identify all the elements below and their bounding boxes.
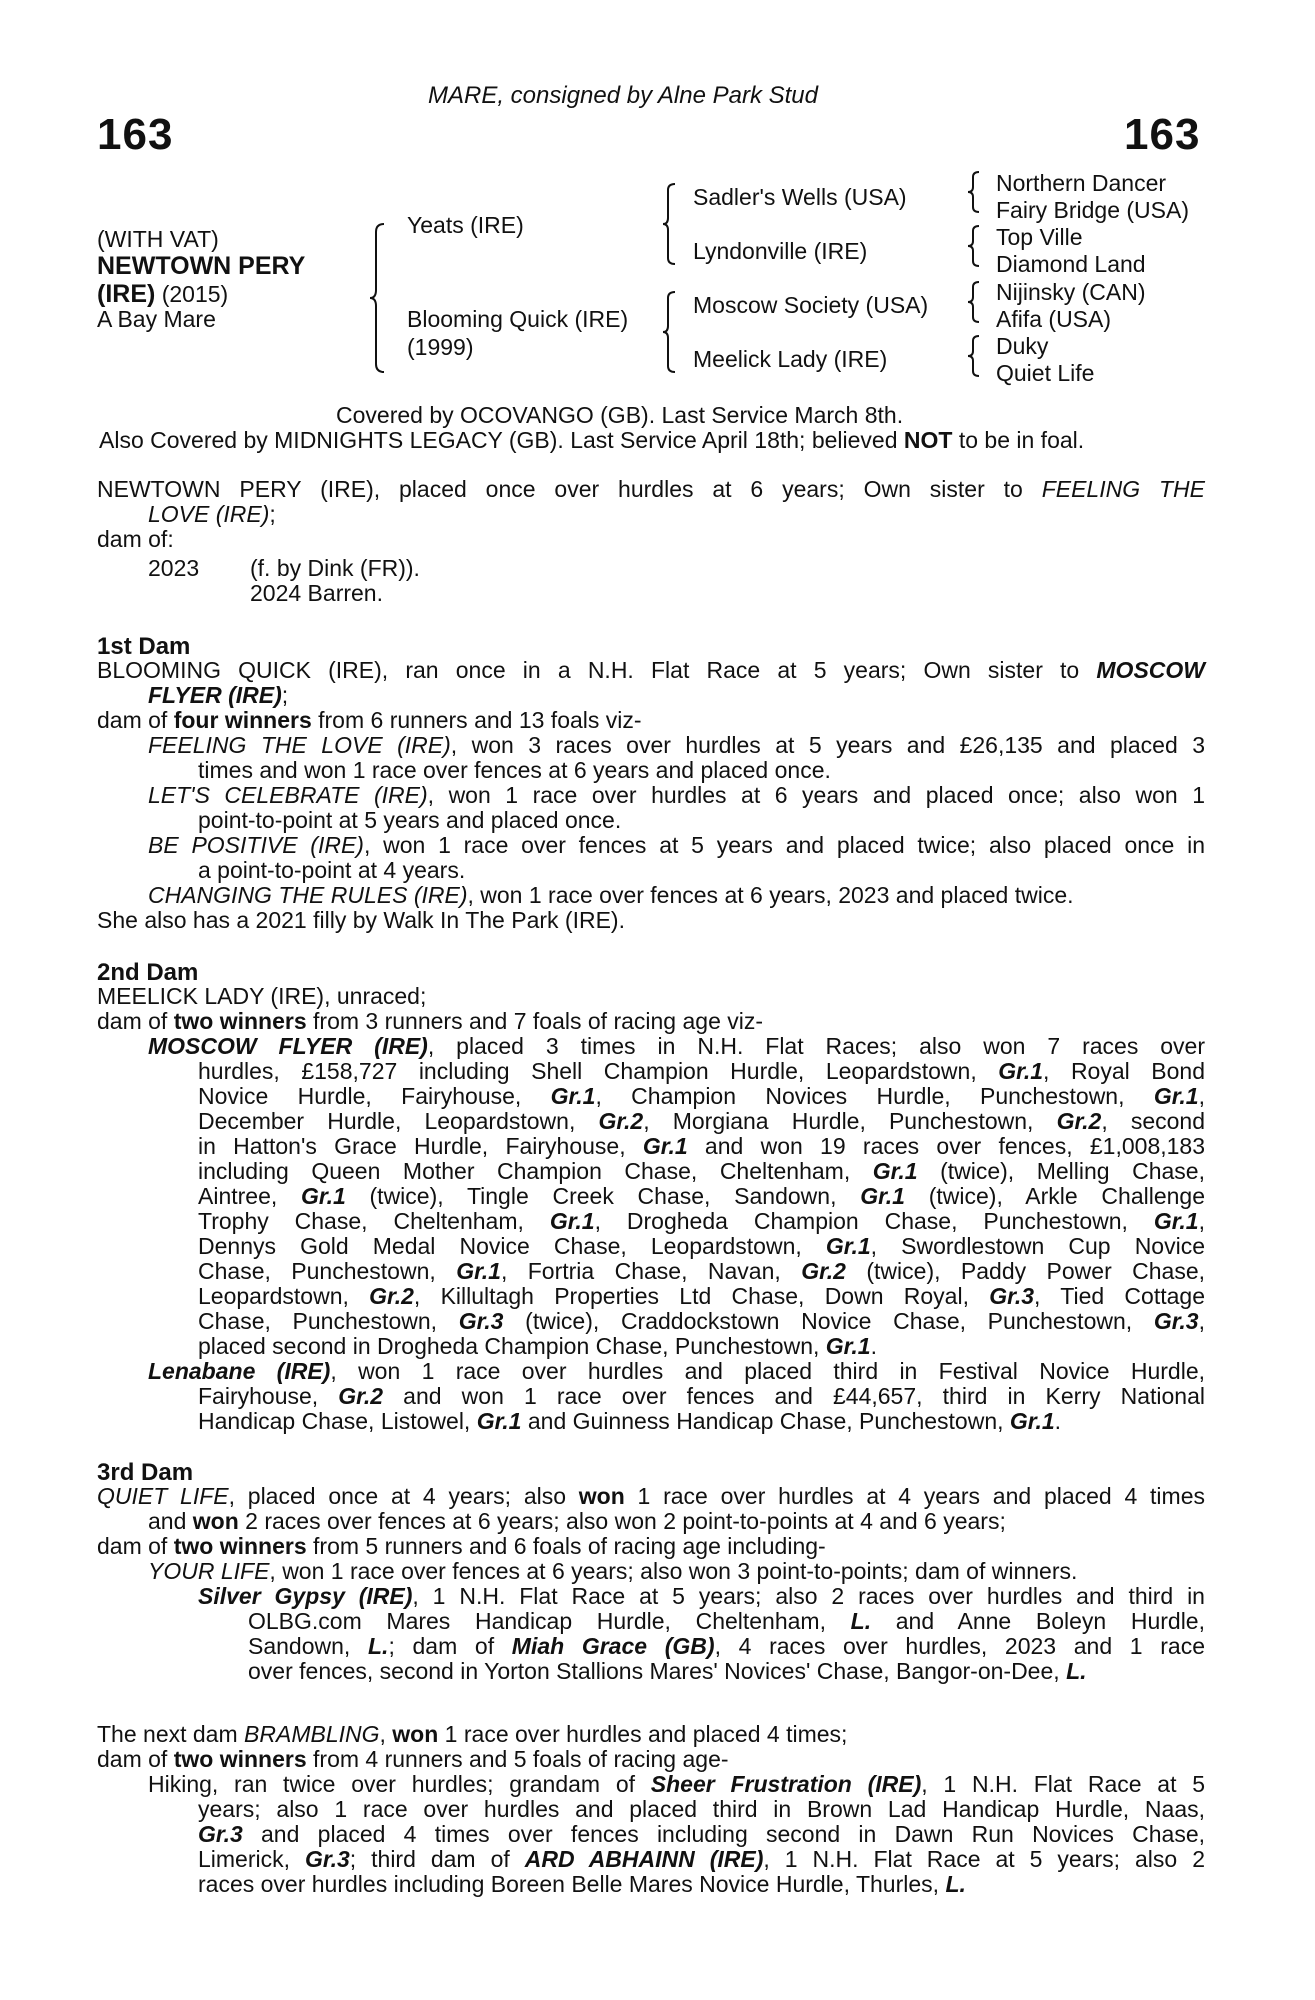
sg-text: , 4 races over hurdles, 2023 and 1 race [714,1633,1206,1659]
first-dam-last: She also has a 2021 filly by Walk In The Park (IRE). [97,907,625,933]
pedigree-brace-dam [663,290,681,374]
first-dam-foals: from 6 runners and 13 foals viz- [311,707,642,733]
moscow-flyer-line-6 [198,1159,1205,1184]
won-bold: won [578,1483,625,1509]
foal-1-line-2: times and won 1 race over fences at 6 years and placed once. [198,757,831,783]
nd-foals: from 4 runners and 5 foals of racing age- [306,1746,729,1772]
lenabane-line-2 [198,1384,1205,1409]
produce-year-2023: 2023 [148,555,200,581]
grade-badge: Gr.1 [825,1233,871,1259]
first-dam-semicolon: ; [281,682,289,708]
covering-line-2-end: to be in foal. [952,427,1085,453]
foal-4-line-1 [148,883,1205,908]
len-text: and Guinness Handicap Chase, Punchestown, [521,1408,1010,1434]
third-dam-line-2 [148,1509,1205,1534]
first-dam-damof: dam of [97,707,174,733]
first-dam-text: BLOOMING QUICK (IRE), ran once in a N.H. Flat Race at 5 years; Own sister to [97,657,1097,683]
mf-text: (twice), Craddockstown Novice Chase, Punchestown, [503,1308,1154,1334]
mf-text: , [1198,1083,1205,1109]
hiking-line-3 [198,1822,1205,1847]
lenabane-line-3 [198,1409,1205,1434]
hk-text: races over hurdles including Boreen Belle Mares Novice Hurdle, Thurles, [198,1871,946,1897]
moscow-flyer-line-1 [148,1034,1205,1059]
moscow-flyer-line-13 [198,1334,1205,1359]
horse-year: (2015) [161,281,229,307]
mf-text: Dennys Gold Medal Novice Chase, Leopardstown, [198,1233,826,1259]
horse-description: A Bay Mare [97,306,216,332]
moscow-flyer-line-11 [198,1284,1205,1309]
third-dam-name: QUIET LIFE [97,1483,229,1509]
moscow-flyer-line-4 [198,1109,1205,1134]
foal-1-name: FEELING THE LOVE (IRE) [148,732,451,758]
foal-3-name: BE POSITIVE (IRE) [148,832,364,858]
yl-text: , won 1 race over fences at 6 years; also won 3 point-to-points; dam of winners. [269,1558,1078,1584]
intro-sister-name: FEELING THE [1041,476,1205,502]
pedigree-sdd: Diamond Land [996,251,1146,277]
covering-line-2-text: Also Covered by MIDNIGHTS LEGACY (GB). Last Service April 18th; believed [99,427,904,453]
nd-text: The next dam [97,1721,245,1747]
lot-number-left: 163 [97,110,174,159]
nd-damof: dam of [97,1746,174,1772]
your-life-line [148,1559,1205,1584]
mf-text: (twice), Paddy Power Chase, [845,1258,1206,1284]
not-in-foal-flag: NOT [903,427,953,453]
silver-gypsy-line-2 [248,1609,1205,1634]
second-dam-damof: dam of [97,1008,174,1034]
mf-text: hurdles, £158,727 including Shell Champion Hurdle, Leopardstown, [198,1058,999,1084]
td-text: , placed once at 4 years; also [228,1483,579,1509]
first-dam-sister-2: FLYER (IRE) [148,682,282,708]
foal-1-text: , won 3 races over hurdles at 5 years and £26,135 and placed 3 [450,732,1205,758]
mf-text: , Fortria Chase, Navan, [500,1258,802,1284]
mf-text: Chase, Punchestown, [198,1258,457,1284]
td-text: 2 races over fences at 6 years; also won 2 point-to-points at 4 and 6 years; [238,1508,1006,1534]
grade-badge: Gr.2 [369,1283,414,1309]
pedigree-ddd: Quiet Life [996,360,1095,386]
lenabane-name: Lenabane (IRE) [148,1358,331,1384]
td-winners: two winners [173,1533,307,1559]
moscow-flyer-line-2 [198,1059,1205,1084]
td-text: and [148,1508,193,1534]
listed-badge: L. [1066,1658,1087,1684]
sg-text: ; dam of [388,1633,512,1659]
pedigree-brace-dd [968,334,984,378]
grade-badge: Gr.1 [872,1158,918,1184]
pedigree-sire-sire: Sadler's Wells (USA) [693,184,907,210]
hiking-line-4 [198,1847,1205,1872]
silver-gypsy-name: Silver Gypsy (IRE) [198,1583,413,1609]
second-dam-foals: from 3 runners and 7 foals of racing age viz- [306,1008,764,1034]
sg-text: Sandown, [248,1633,368,1659]
hk-text: , 1 N.H. Flat Race at 5 years; also 2 [763,1846,1205,1872]
third-dam-line-3 [97,1534,1205,1559]
produce-2024: 2024 Barren. [250,580,383,606]
first-dam-line-2 [148,683,1205,708]
hiking-line-2: years; also 1 race over hurdles and placed third in Brown Lad Handicap Hurdle, Naas, [198,1796,1205,1822]
intro-line-3: dam of: [97,526,174,552]
foal-3-text: , won 1 race over fences at 5 years and placed twice; also placed once in [363,832,1205,858]
intro-sister-name-2: LOVE (IRE) [148,501,270,527]
mf-text: (twice), Arkle Challenge [904,1183,1206,1209]
moscow-flyer-name: MOSCOW FLYER (IRE) [148,1033,428,1059]
mf-text: , Tied Cottage [1034,1283,1205,1309]
covering-line-2 [99,427,1084,454]
pedigree-dam-sire: Moscow Society (USA) [693,292,929,318]
first-dam-heading: 1st Dam [97,633,191,660]
grade-badge: Gr.1 [825,1333,871,1359]
pedigree-sss: Northern Dancer [996,170,1167,196]
pedigree-dam-dam: Meelick Lady (IRE) [693,346,888,372]
pedigree-brace-ss [968,170,984,214]
mf-text: . [870,1333,877,1359]
mf-text: including Queen Mother Champion Chase, Cheltenham, [198,1158,873,1184]
pedigree-ssd: Fairy Bridge (USA) [996,197,1189,223]
grade-badge: Gr.3 [989,1283,1035,1309]
horse-country-year [97,280,228,309]
ard-abhainn-name: ARD ABHAINN (IRE) [524,1846,764,1872]
intro-semicolon: ; [269,501,276,527]
grade-badge: Gr.1 [1153,1083,1199,1109]
td-foals: from 5 runners and 6 foals of racing age including- [306,1533,826,1559]
mf-text: Trophy Chase, Cheltenham, [198,1208,550,1234]
first-dam-line-3 [97,708,1205,733]
hk-text: Hiking, ran twice over hurdles; grandam of [148,1771,651,1797]
consignor-line: MARE, consigned by Alne Park Stud [428,82,818,109]
nd-text: 1 race over hurdles and placed 4 times; [438,1721,848,1747]
grade-badge: Gr.3 [198,1821,243,1847]
foal-3-line-1 [148,833,1205,858]
mf-text: and won 19 races over fences, £1,008,183 [687,1133,1205,1159]
intro-line-1 [97,477,1205,502]
vat-note: (WITH VAT) [97,226,219,252]
moscow-flyer-line-3 [198,1084,1205,1109]
moscow-flyer-line-5 [198,1134,1205,1159]
hiking-line-1 [148,1772,1205,1797]
hk-text: Limerick, [198,1846,305,1872]
sg-text: and Anne Boleyn Hurdle, [871,1608,1205,1634]
mf-text: , [1198,1208,1205,1234]
covering-line-1: Covered by OCOVANGO (GB). Last Service March 8th. [336,402,904,428]
silver-gypsy-line-4 [248,1659,1205,1684]
pedigree-sire: Yeats (IRE) [407,212,524,238]
mf-text: Novice Hurdle, Fairyhouse, [198,1083,551,1109]
hk-text: ; third dam of [349,1846,525,1872]
mf-text: , [1198,1308,1205,1334]
mf-text: , placed 3 times in N.H. Flat Races; also won 7 races over [427,1033,1205,1059]
mf-text: in Hatton's Grace Hurdle, Fairyhouse, [198,1133,643,1159]
mf-text: Aintree, [198,1183,302,1209]
next-dam-line-1 [97,1722,1205,1747]
nd-winners: two winners [173,1746,307,1772]
won-bold: won [192,1508,239,1534]
your-life-name: YOUR LIFE [148,1558,270,1584]
sg-text: , 1 N.H. Flat Race at 5 years; also 2 races over hurdles and third in [412,1583,1205,1609]
silver-gypsy-line-1 [198,1584,1205,1609]
hk-text: and placed 4 times over fences including second in Dawn Run Novices Chase, [242,1821,1205,1847]
len-text: Handicap Chase, Listowel, [198,1408,477,1434]
foal-4-text: , won 1 race over fences at 6 years, 2023 and placed twice. [467,882,1074,908]
grade-badge: Gr.3 [458,1308,504,1334]
len-text: , won 1 race over hurdles and placed third in Festival Novice Hurdle, [330,1358,1205,1384]
foal-2-line-2: point-to-point at 5 years and placed once. [198,807,622,833]
foal-4-name: CHANGING THE RULES (IRE) [148,882,468,908]
grade-badge: Gr.1 [998,1058,1044,1084]
mf-text: , Swordlestown Cup Novice [870,1233,1205,1259]
mf-text: (twice), Tingle Creek Chase, Sandown, [345,1183,861,1209]
len-text: . [1054,1408,1062,1434]
second-dam-line-1: MEELICK LADY (IRE), unraced; [97,983,427,1009]
moscow-flyer-line-9 [198,1234,1205,1259]
pedigree-sds: Top Ville [996,224,1083,250]
second-dam-line-2 [97,1009,1205,1034]
hiking-line-5 [198,1872,1205,1897]
second-dam-winners: two winners [173,1008,307,1034]
produce-2023: (f. by Dink (FR)). [250,555,420,581]
grade-badge: Gr.2 [598,1108,644,1134]
moscow-flyer-line-10 [198,1259,1205,1284]
horse-name: NEWTOWN PERY [97,252,306,280]
td-damof: dam of [97,1533,174,1559]
second-dam-heading: 2nd Dam [97,959,199,986]
sheer-frustration-name: Sheer Frustration (IRE) [650,1771,922,1797]
grade-badge: Gr.1 [476,1408,522,1434]
grade-badge: Gr.2 [1056,1108,1102,1134]
listed-badge: L. [850,1608,872,1634]
foal-3-line-2: a point-to-point at 4 years. [198,857,466,883]
grade-badge: Gr.2 [801,1258,846,1284]
mf-text: , Killultagh Properties Ltd Chase, Down Royal, [413,1283,990,1309]
sg-text: over fences, second in Yorton Stallions Mares' Novices' Chase, Bangor-on-Dee, [248,1658,1067,1684]
pedigree-sire-dam: Lyndonville (IRE) [693,238,868,264]
foal-2-line-1 [148,783,1205,808]
mf-text: , Drogheda Champion Chase, Punchestown, [594,1208,1154,1234]
moscow-flyer-line-7 [198,1184,1205,1209]
pedigree-dds: Duky [996,333,1049,359]
mf-text: , Morgiana Hurdle, Punchestown, [643,1108,1057,1134]
miah-grace-name: Miah Grace (GB) [511,1633,715,1659]
mf-text: , Champion Novices Hurdle, Punchestown, [595,1083,1154,1109]
moscow-flyer-line-8 [198,1209,1205,1234]
len-text: Fairyhouse, [198,1383,339,1409]
lot-number-right: 163 [1124,110,1201,159]
first-dam-winners: four winners [173,707,312,733]
next-dam-line-2 [97,1747,1205,1772]
won-bold: won [392,1721,439,1747]
moscow-flyer-line-12 [198,1309,1205,1334]
intro-line-2 [148,502,1205,527]
mf-text: placed second in Drogheda Champion Chase, Punchestown, [198,1333,826,1359]
grade-badge: Gr.3 [305,1846,350,1872]
td-text: 1 race over hurdles at 4 years and placed 4 times [624,1483,1205,1509]
third-dam-heading: 3rd Dam [97,1459,194,1486]
pedigree-dam-year: (1999) [407,334,474,360]
grade-badge: Gr.1 [456,1258,501,1284]
first-dam-sister: MOSCOW [1096,657,1205,683]
grade-badge: Gr.1 [642,1133,688,1159]
listed-badge: L. [945,1871,966,1897]
grade-badge: Gr.1 [860,1183,905,1209]
grade-badge: Gr.1 [549,1208,595,1234]
pedigree-brace-sire [663,182,681,266]
grade-badge: Gr.1 [550,1083,596,1109]
hk-text: , 1 N.H. Flat Race at 5 [921,1771,1206,1797]
foal-2-name: LET'S CELEBRATE (IRE) [148,782,428,808]
pedigree-brace-ds [968,280,984,324]
grade-badge: Gr.1 [1153,1208,1199,1234]
pedigree-dam: Blooming Quick (IRE) [407,306,629,332]
pedigree-brace-gen1 [370,222,390,374]
pedigree-dsd: Afifa (USA) [996,306,1112,332]
mf-text: (twice), Melling Chase, [917,1158,1205,1184]
first-dam-line-1 [97,658,1205,683]
len-text: and won 1 race over fences and £44,657, third in Kerry National [383,1383,1205,1409]
mf-text: , second [1101,1108,1205,1134]
grade-badge: Gr.3 [1153,1308,1199,1334]
nd-text: , [379,1721,393,1747]
pedigree-dss: Nijinsky (CAN) [996,279,1146,305]
pedigree-brace-sd [968,224,984,268]
mf-text: Chase, Punchestown, [198,1308,459,1334]
grade-badge: Gr.2 [338,1383,384,1409]
silver-gypsy-line-3 [248,1634,1205,1659]
third-dam-line-1 [97,1484,1205,1509]
foal-1-line-1 [148,733,1205,758]
mf-text: December Hurdle, Leopardstown, [198,1108,599,1134]
lenabane-line-1 [148,1359,1205,1384]
grade-badge: Gr.1 [1009,1408,1055,1434]
grade-badge: Gr.1 [301,1183,346,1209]
intro-text: NEWTOWN PERY (IRE), placed once over hurdles at 6 years; Own sister to [97,476,1042,502]
listed-badge: L. [367,1633,389,1659]
sg-text: OLBG.com Mares Handicap Hurdle, Cheltenham, [248,1608,851,1634]
foal-2-text: , won 1 race over hurdles at 6 years and placed once; also won 1 [427,782,1205,808]
mf-text: , Royal Bond [1043,1058,1205,1084]
next-dam-name: BRAMBLING [244,1721,380,1747]
horse-country: (IRE) [97,280,156,308]
mf-text: Leopardstown, [198,1283,370,1309]
